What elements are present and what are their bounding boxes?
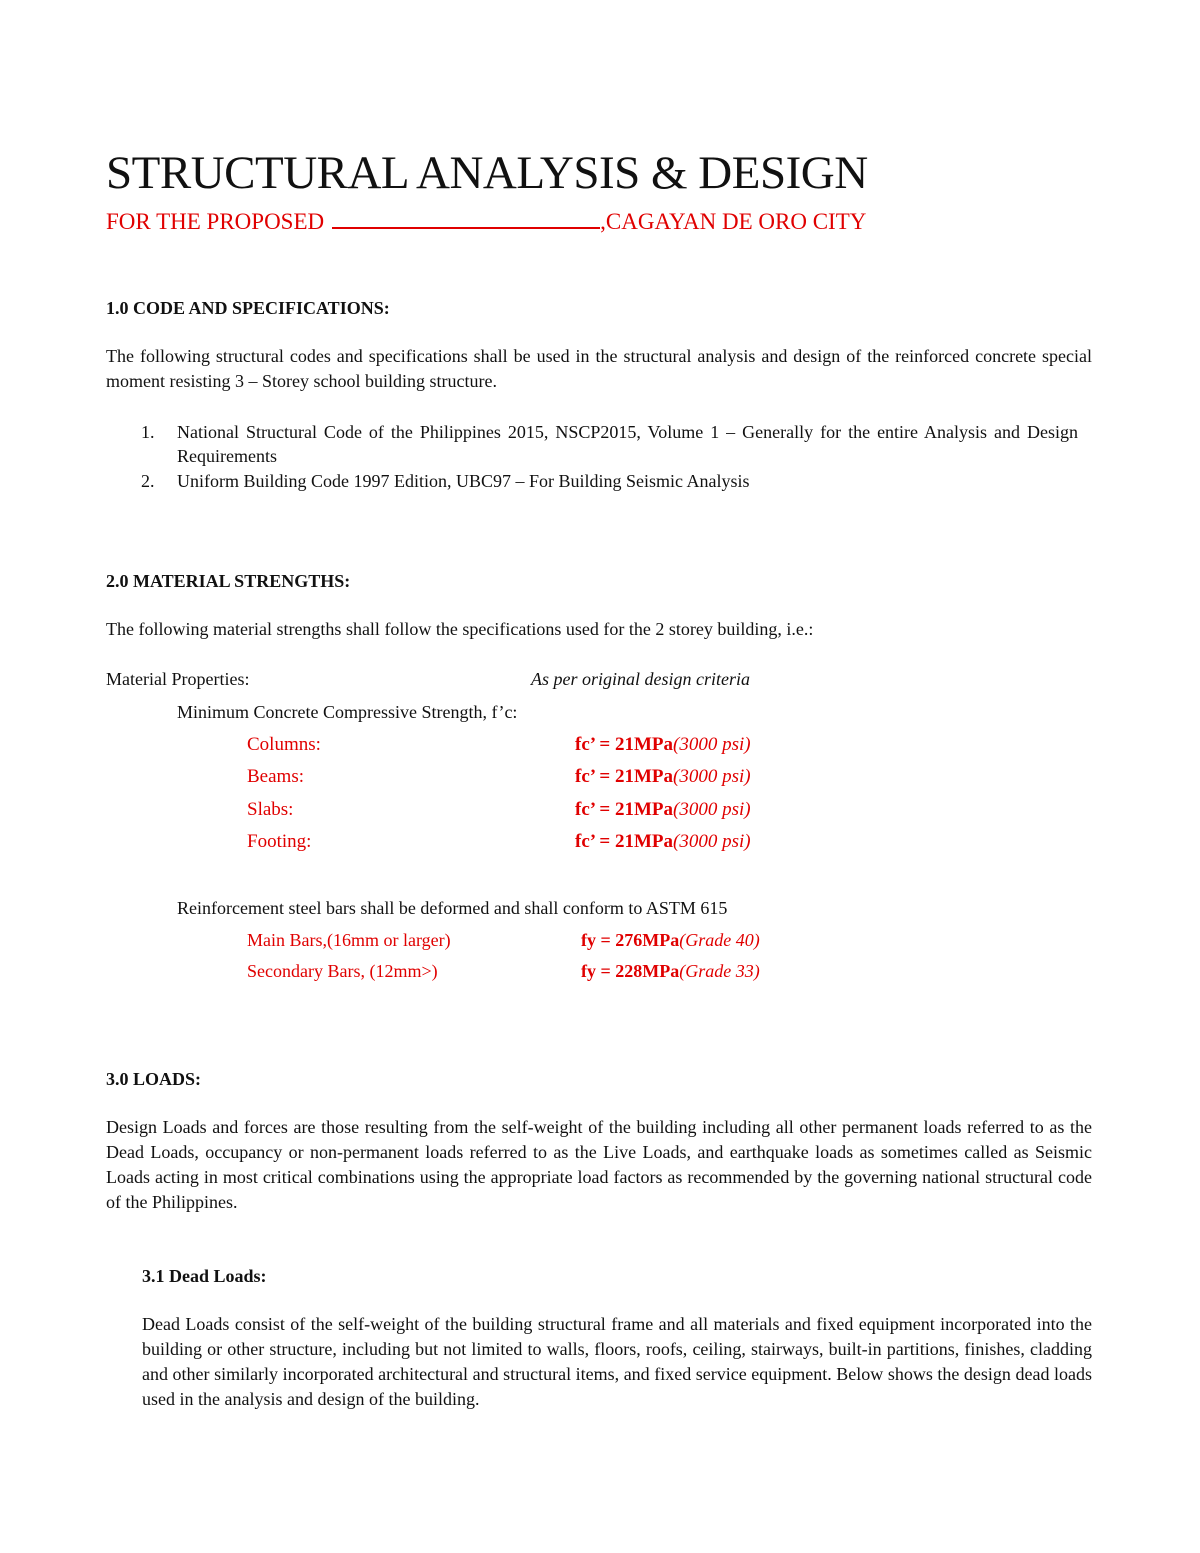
section-3-intro: Design Loads and forces are those resulting from the self-weight of the building including all other permanent loads referred to as the Dead Loads, occupancy or non-permanent loads referred to as the Live Loads, and earthquake loads as sometimes called as Seismic Loads acting in most critical combinations using the appropriate load factors as recommended by the governing national structural code of the Philippines. [106, 1117, 1092, 1212]
section-1-heading: 1.0 CODE AND SPECIFICATIONS: [106, 298, 390, 318]
steel-row-value [581, 928, 760, 952]
document-title: STRUCTURAL ANALYSIS & DESIGN [106, 147, 868, 199]
material-properties-note: As per original design criteria [531, 669, 750, 689]
concrete-row-label: Columns: [247, 734, 321, 755]
concrete-row-label: Slabs: [247, 799, 294, 820]
yield-value: fy = 276MPa [581, 930, 680, 950]
strength-value: fc’ = 21MPa [575, 831, 674, 852]
section-2-heading: 2.0 MATERIAL STRENGTHS: [106, 571, 351, 591]
dead-loads-heading: 3.1 Dead Loads: [142, 1266, 267, 1286]
strength-value: fc’ = 21MPa [575, 734, 674, 755]
list-number: 1. [141, 422, 155, 442]
yield-unit: (Grade 40) [679, 930, 760, 950]
list-text: Uniform Building Code 1997 Edition, UBC97 – For Building Seismic Analysis [177, 471, 750, 491]
concrete-row-label: Footing: [247, 831, 312, 852]
material-properties-label: Material Properties: [106, 669, 250, 689]
subtitle-prefix: FOR THE PROPOSED [106, 209, 325, 234]
steel-row-label: Secondary Bars, (12mm>) [247, 961, 438, 981]
section-2-intro: The following material strengths shall follow the specifications used for the 2 storey building, i.e.: [106, 619, 814, 639]
project-name-blank [332, 209, 600, 229]
steel-row-value [581, 959, 760, 983]
list-number: 2. [141, 471, 155, 491]
concrete-row-value [575, 733, 751, 757]
concrete-row-value [575, 830, 751, 854]
strength-unit: (3000 psi) [673, 831, 751, 852]
yield-value: fy = 228MPa [581, 961, 680, 981]
steel-label: Reinforcement steel bars shall be deformed and shall conform to ASTM 615 [177, 898, 728, 918]
strength-value: fc’ = 21MPa [575, 766, 674, 787]
steel-row-label: Main Bars,(16mm or larger) [247, 930, 451, 950]
yield-unit: (Grade 33) [679, 961, 760, 981]
section-1-intro: The following structural codes and specifications shall be used in the structural analysis and design of the reinforced concrete special moment resisting 3 – Storey school building structure. [106, 346, 1092, 391]
strength-value: fc’ = 21MPa [575, 799, 674, 820]
dead-loads-text: Dead Loads consist of the self-weight of the building structural frame and all materials and fixed equipment incorporated into the building or other structure, including but not limited to walls, floors, roofs, ceiling, stairways, built-in partitions, finishes, cladding and other similarly incorporated architectural and structural items, and fixed service equipment. Below shows the design dead loads used in the analysis and design of the building. [142, 1314, 1092, 1409]
list-text: National Structural Code of the Philippines 2015, NSCP2015, Volume 1 – Generally for the entire Analysis and Design Requirements [177, 422, 1078, 466]
code-list-item [141, 420, 1078, 468]
document-subtitle [106, 207, 866, 237]
concrete-row-value [575, 798, 751, 822]
strength-unit: (3000 psi) [673, 734, 751, 755]
concrete-strength-label: Minimum Concrete Compressive Strength, f’c: [177, 702, 518, 722]
section-3-heading: 3.0 LOADS: [106, 1069, 202, 1089]
concrete-row-value [575, 765, 751, 789]
subtitle-location: ,CAGAYAN DE ORO CITY [600, 209, 867, 234]
concrete-row-label: Beams: [247, 766, 304, 787]
strength-unit: (3000 psi) [673, 766, 751, 787]
code-list-item [141, 469, 1078, 493]
strength-unit: (3000 psi) [673, 799, 751, 820]
